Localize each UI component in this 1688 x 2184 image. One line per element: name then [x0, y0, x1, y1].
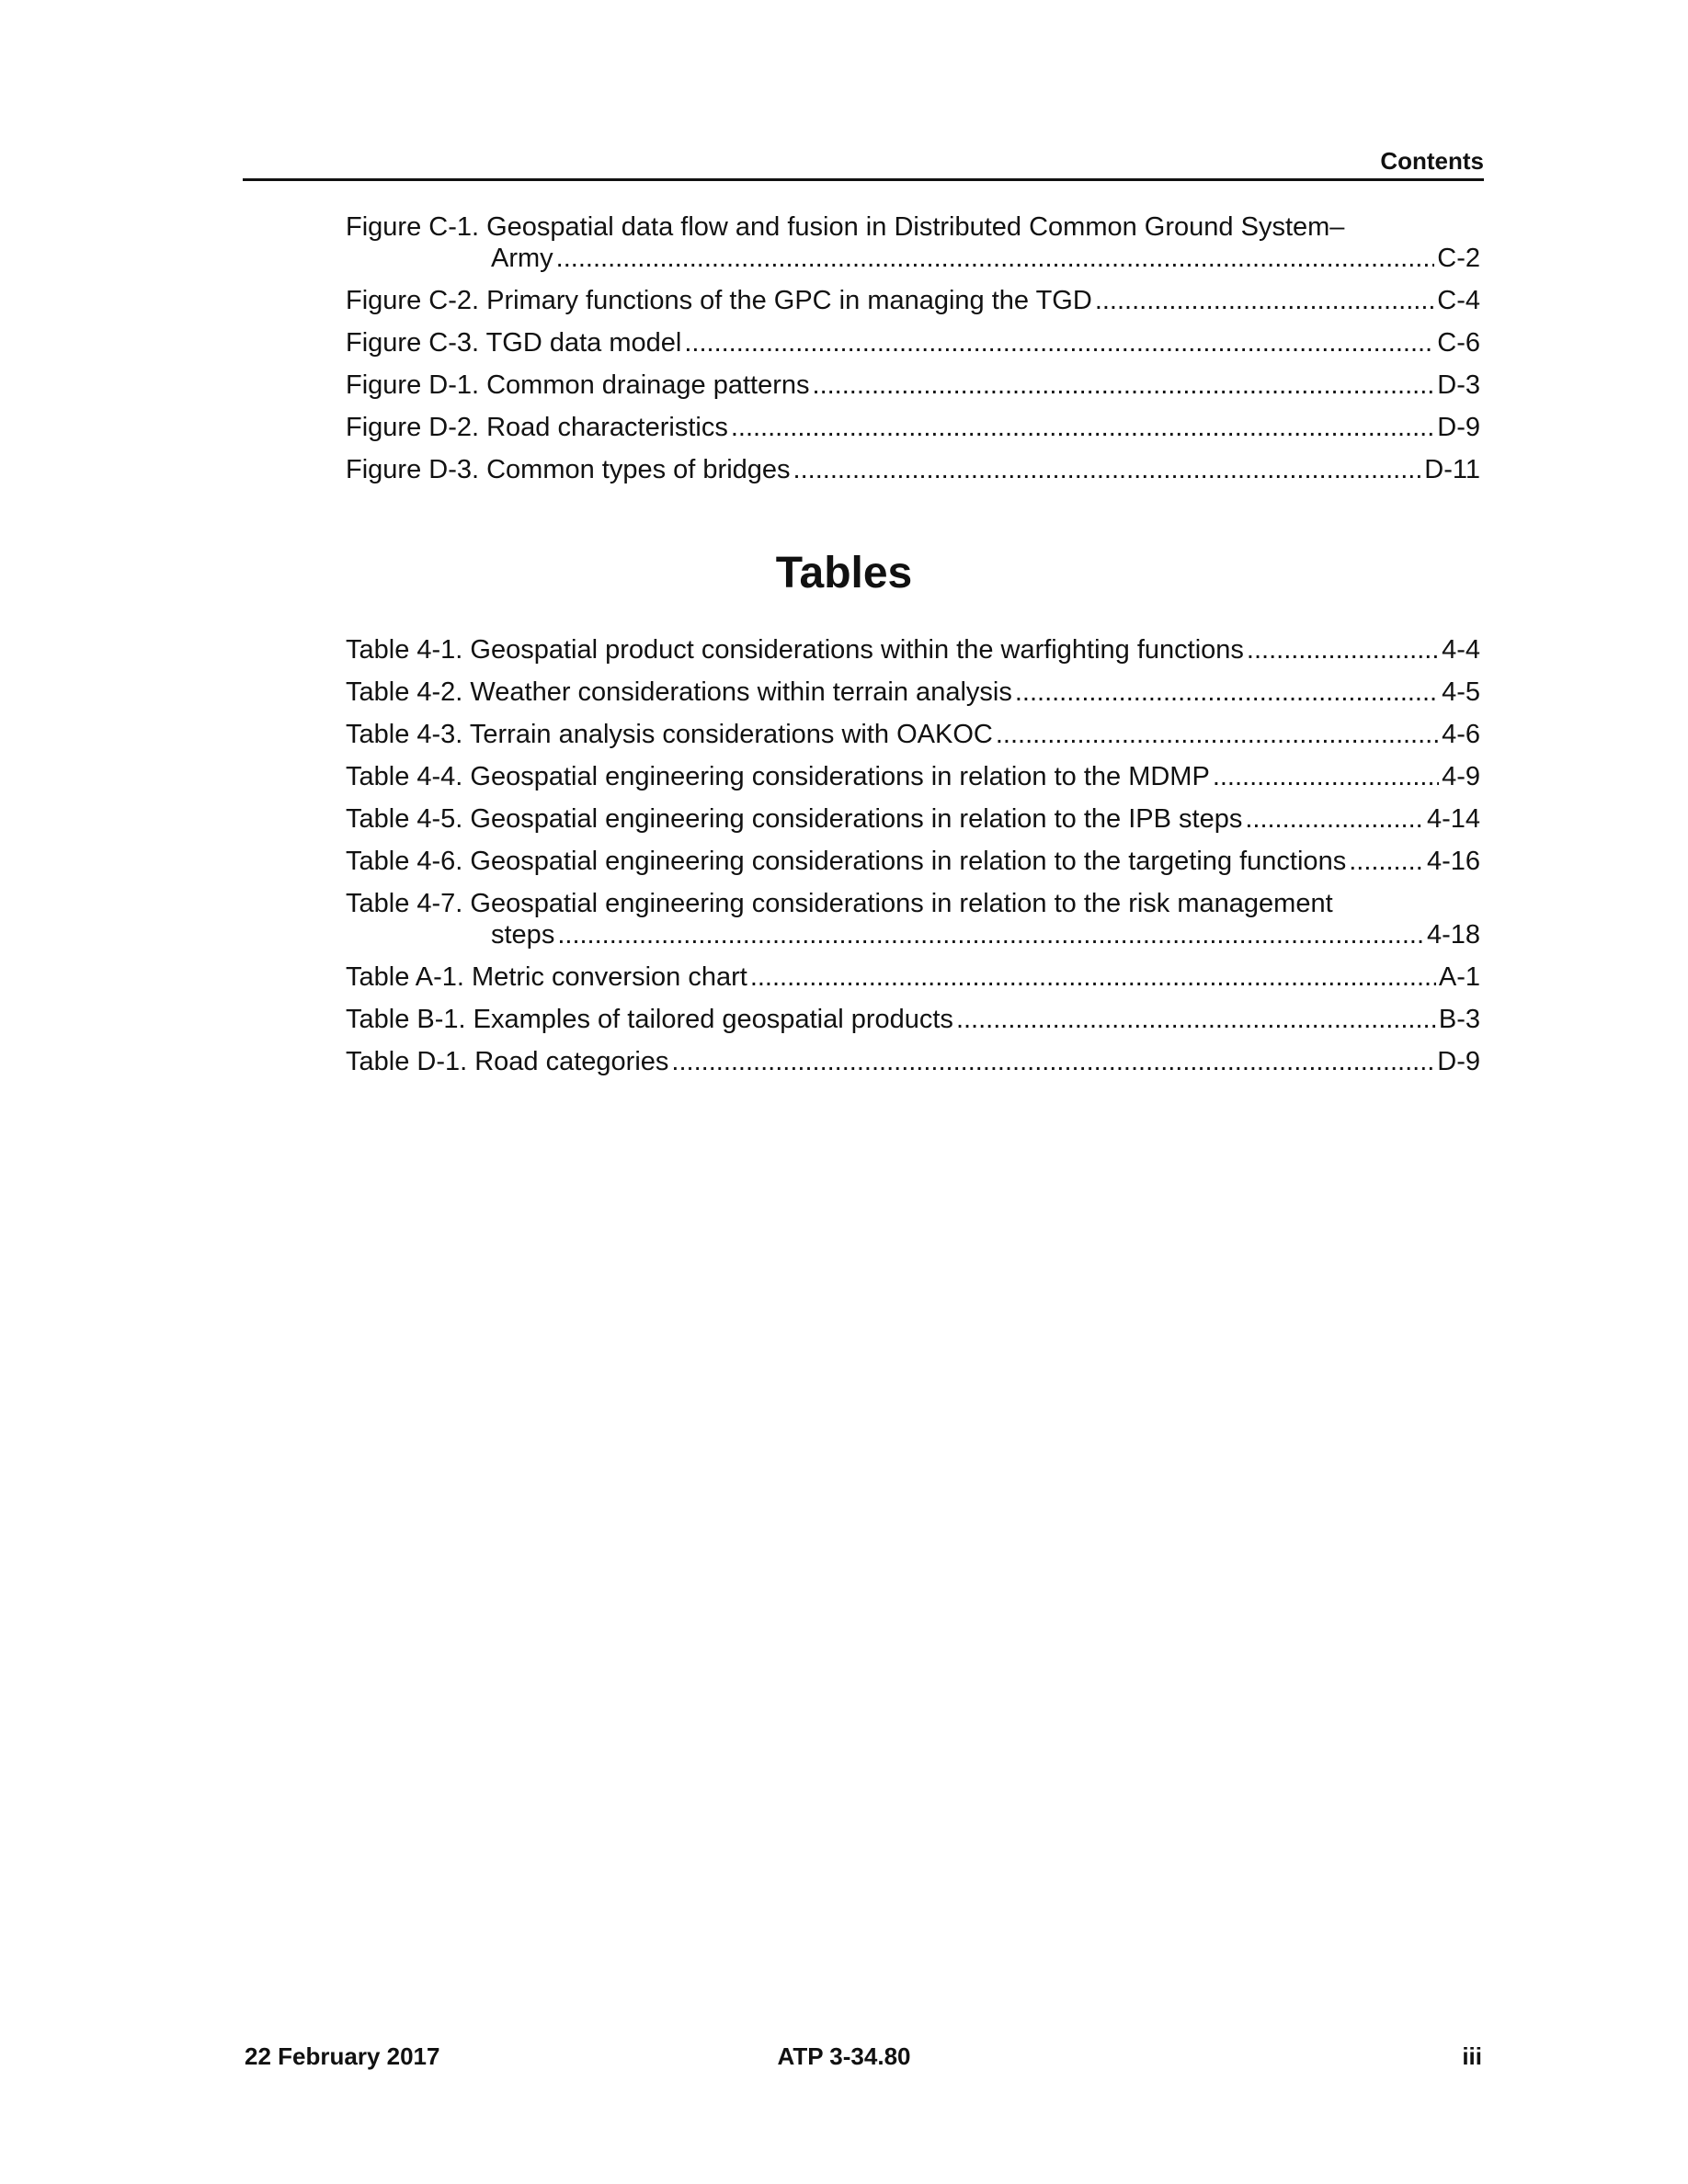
- table-entry[interactable]: [346, 761, 1480, 792]
- dot-leader: [956, 1004, 1436, 1035]
- entry-page-number: 4-9: [1442, 762, 1480, 791]
- entry-title: Table 4-4. Geospatial engineering considerations in relation to the MDMP: [346, 762, 1210, 791]
- table-entry[interactable]: [346, 846, 1480, 877]
- entry-page-number: C-2: [1437, 244, 1480, 273]
- dot-leader: [793, 454, 1422, 485]
- table-entry[interactable]: [346, 803, 1480, 835]
- table-entry[interactable]: [346, 634, 1480, 665]
- entry-page-number: 4-16: [1426, 847, 1480, 876]
- figure-entry[interactable]: [346, 285, 1480, 316]
- figure-entry[interactable]: [346, 327, 1480, 358]
- table-entry[interactable]: [346, 1004, 1480, 1035]
- dot-leader: [1213, 761, 1439, 792]
- footer-publication: ATP 3-34.80: [777, 2042, 911, 2070]
- dot-leader: [1349, 846, 1424, 877]
- dot-leader: [996, 719, 1439, 750]
- entry-title: Table D-1. Road categories: [346, 1047, 669, 1076]
- entry-title: Figure C-2. Primary functions of the GPC in managing the TGD: [346, 286, 1092, 315]
- entry-title: Table 4-3. Terrain analysis considerations with OAKOC: [346, 720, 993, 749]
- running-header-label: Contents: [1380, 147, 1484, 175]
- dot-leader: [813, 370, 1435, 401]
- entry-title: Figure D-3. Common types of bridges: [346, 455, 791, 484]
- entry-page-number: B-3: [1438, 1005, 1480, 1034]
- dot-leader: [684, 327, 1434, 358]
- table-entry[interactable]: [346, 888, 1480, 950]
- dot-leader: [671, 1046, 1434, 1077]
- entry-page-number: 4-14: [1426, 804, 1480, 834]
- entry-title: Table 4-7. Geospatial engineering considerations in relation to the risk management: [346, 889, 1333, 918]
- entry-title: Figure D-1. Common drainage patterns: [346, 370, 810, 400]
- entry-page-number: D-9: [1437, 1047, 1480, 1076]
- dot-leader: [750, 961, 1436, 993]
- table-entry[interactable]: [346, 677, 1480, 708]
- entry-page-number: A-1: [1438, 962, 1480, 992]
- entry-page-number: 4-4: [1442, 635, 1480, 665]
- entry-page-number: 4-6: [1442, 720, 1480, 749]
- figure-entry[interactable]: [346, 454, 1480, 485]
- entry-title: Table 4-6. Geospatial engineering considerations in relation to the targeting functions: [346, 847, 1347, 876]
- dot-leader: [557, 919, 1424, 950]
- header-rule: [243, 178, 1484, 181]
- entry-page-number: 4-5: [1442, 677, 1480, 707]
- entry-title: Table A-1. Metric conversion chart: [346, 962, 747, 992]
- entry-page-number: 4-18: [1426, 920, 1480, 950]
- tables-heading: Tables: [775, 549, 913, 597]
- entry-title: Figure D-2. Road characteristics: [346, 413, 728, 442]
- entry-title: Table 4-1. Geospatial product considerations within the warfighting functions: [346, 635, 1244, 665]
- footer-page-number: iii: [1462, 2042, 1482, 2070]
- entry-title-continuation: Army: [491, 244, 553, 273]
- figure-entry[interactable]: [346, 211, 1480, 274]
- tables-list: [346, 634, 1480, 1088]
- dot-leader: [1247, 634, 1439, 665]
- figure-entry[interactable]: [346, 412, 1480, 443]
- footer-date: 22 February 2017: [245, 2042, 440, 2070]
- figures-list: [346, 211, 1480, 496]
- entry-title: Table 4-5. Geospatial engineering considerations in relation to the IPB steps: [346, 804, 1243, 834]
- entry-title: Table 4-2. Weather considerations within terrain analysis: [346, 677, 1012, 707]
- dot-leader: [1245, 803, 1424, 835]
- entry-title-continuation: steps: [491, 920, 555, 950]
- dot-leader: [1015, 677, 1439, 708]
- entry-page-number: D-3: [1437, 370, 1480, 400]
- dot-leader: [731, 412, 1434, 443]
- entry-title: Table B-1. Examples of tailored geospatial products: [346, 1005, 953, 1034]
- entry-page-number: C-4: [1437, 286, 1480, 315]
- entry-page-number: C-6: [1437, 328, 1480, 358]
- entry-page-number: D-11: [1424, 455, 1480, 484]
- dot-leader: [556, 243, 1435, 274]
- table-entry[interactable]: [346, 719, 1480, 750]
- dot-leader: [1095, 285, 1434, 316]
- entry-title: Figure C-1. Geospatial data flow and fusion in Distributed Common Ground System–: [346, 212, 1345, 242]
- table-entry[interactable]: [346, 961, 1480, 993]
- entry-page-number: D-9: [1437, 413, 1480, 442]
- table-entry[interactable]: [346, 1046, 1480, 1077]
- entry-title: Figure C-3. TGD data model: [346, 328, 682, 358]
- figure-entry[interactable]: [346, 370, 1480, 401]
